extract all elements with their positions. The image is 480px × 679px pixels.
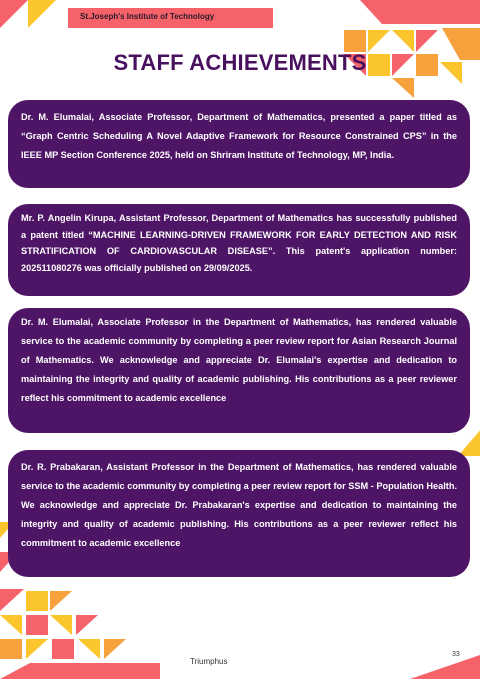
achievement-card — [8, 100, 470, 188]
page-number: 33 — [452, 651, 460, 658]
achievement-card — [8, 308, 470, 433]
achievement-card — [8, 204, 470, 296]
bottom-right-decoration — [410, 649, 480, 679]
achievement-text: Dr. R. Prabakaran, Assistant Professor in the Department of Mathematics, has rendered valuable service to the academic community by completing a peer review report for SSM - Population Health. We acknowledge and appreciate Dr. Prabakaran's expertise and dedication to maintaining the integrity and quality of academic publishing. His contributions as a peer reviewer reflect his commitment to academic excellence — [21, 462, 458, 548]
achievement-card — [8, 450, 470, 577]
achievement-text: Dr. M. Elumalai, Associate Professor, Department of Mathematics, presented a paper titled as “Graph Centric Scheduling A Novel Adaptive Framework for Resource Constrained CPS” in the IEEE MP Section Conference 2025, held on Shriram Institute of Technology, MP, India. — [21, 112, 457, 160]
top-left-decoration — [0, 0, 70, 40]
bottom-left-decoration — [0, 589, 160, 679]
achievement-text: Mr. P. Angelin Kirupa, Assistant Professor, Department of Mathematics has successfully published a patent titled “MACHINE LEARNING-DRIVEN FRAMEWORK FOR EARLY DETECTION AND RISK STRATIFICATION OF CARDIOVASCULAR DISEASE”. This patent's application number: 202511080276 was officially published on 29/09/2025. — [21, 213, 457, 273]
achievement-text: Dr. M. Elumalai, Associate Professor in the Department of Mathematics, has rendered valuable service to the academic community by completing a peer review report for Asian Research Journal of Mathematics. We acknowledge and appreciate Dr. Elumalai's expertise and dedication to maintaining the integrity and quality of academic publishing. His contributions as a peer reviewer reflect his commitment to academic excellence — [21, 317, 457, 403]
institution-name: St.Joseph's Institute of Technology — [80, 12, 215, 21]
magazine-name: Triumphus — [190, 657, 228, 666]
page-title: STAFF ACHIEVEMENTS — [113, 50, 367, 75]
